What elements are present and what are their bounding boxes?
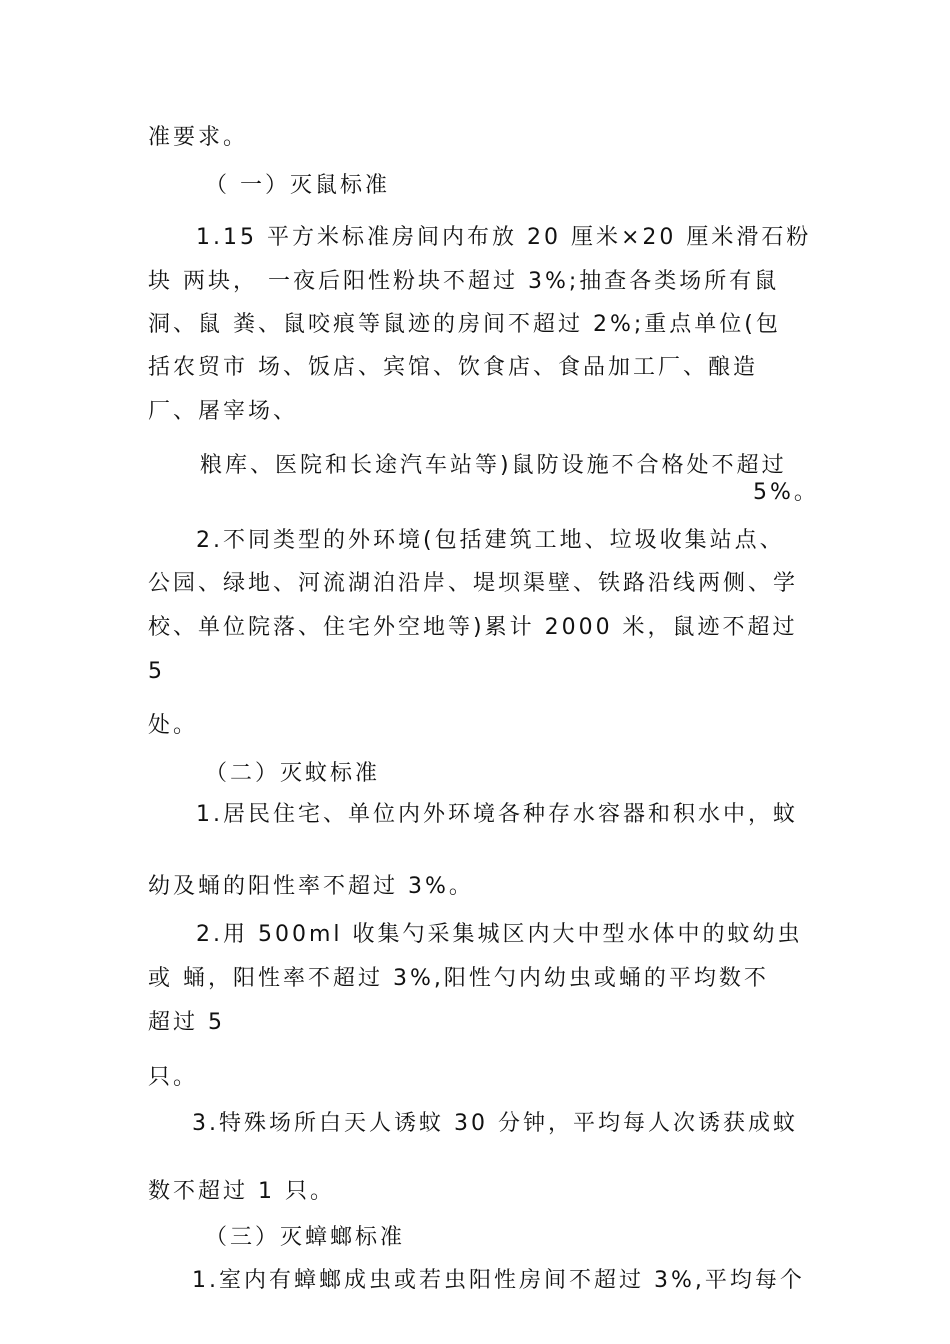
text-line-20: 超过 5 <box>148 1010 225 1035</box>
text-line-23: 数不超过 1 只。 <box>148 1179 335 1204</box>
text-line-21: 只。 <box>148 1065 199 1090</box>
text-line-4: 块 两块， 一夜后阳性粉块不超过 3%;抽查各类场所有鼠 <box>148 269 780 294</box>
text-line-5: 洞、鼠 粪、鼠咬痕等鼠迹的房间不超过 2%;重点单位(包 <box>148 312 781 337</box>
text-line-7: 厂、屠宰场、 <box>148 399 299 424</box>
section-heading-mosquito: （二）灭蚊标准 <box>205 761 381 786</box>
text-line-25: 1.室内有蟑螂成虫或若虫阳性房间不超过 3%,平均每个 <box>192 1268 805 1293</box>
text-line-10: 2.不同类型的外环境(包括建筑工地、垃圾收集站点、 <box>196 528 785 553</box>
section-heading-rodent: （ 一）灭鼠标准 <box>205 173 390 198</box>
section-heading-cockroach: （三）灭蟑螂标准 <box>205 1225 406 1250</box>
text-line-11: 公园、绿地、河流湖泊沿岸、堤坝渠壁、铁路沿线两侧、学 <box>148 571 799 596</box>
text-line-9: 5%。 <box>753 480 819 505</box>
text-line-14: 处。 <box>148 713 199 738</box>
text-line-13: 5 <box>148 659 165 684</box>
text-line-1: 准要求。 <box>148 125 249 150</box>
text-line-18: 2.用 500ml 收集勺采集城区内大中型水体中的蚊幼虫 <box>196 922 803 947</box>
text-line-12: 校、单位院落、住宅外空地等)累计 2000 米，鼠迹不超过 <box>148 615 798 640</box>
text-line-8: 粮库、医院和长途汽车站等)鼠防设施不合格处不超过 <box>200 453 787 478</box>
text-line-17: 幼及蛹的阳性率不超过 3%。 <box>148 874 474 899</box>
text-line-22: 3.特殊场所白天人诱蚊 30 分钟，平均每人次诱获成蚊 <box>192 1111 798 1136</box>
text-line-16: 1.居民住宅、单位内外环境各种存水容器和积水中，蚊 <box>196 802 798 827</box>
text-line-3: 1.15 平方米标准房间内布放 20 厘米×20 厘米滑石粉 <box>196 225 812 250</box>
text-line-19: 或 蛹，阳性率不超过 3%,阳性勺内幼虫或蛹的平均数不 <box>148 966 769 991</box>
text-line-6: 括农贸市 场、饭店、宾馆、饮食店、食品加工厂、酿造 <box>148 355 758 380</box>
